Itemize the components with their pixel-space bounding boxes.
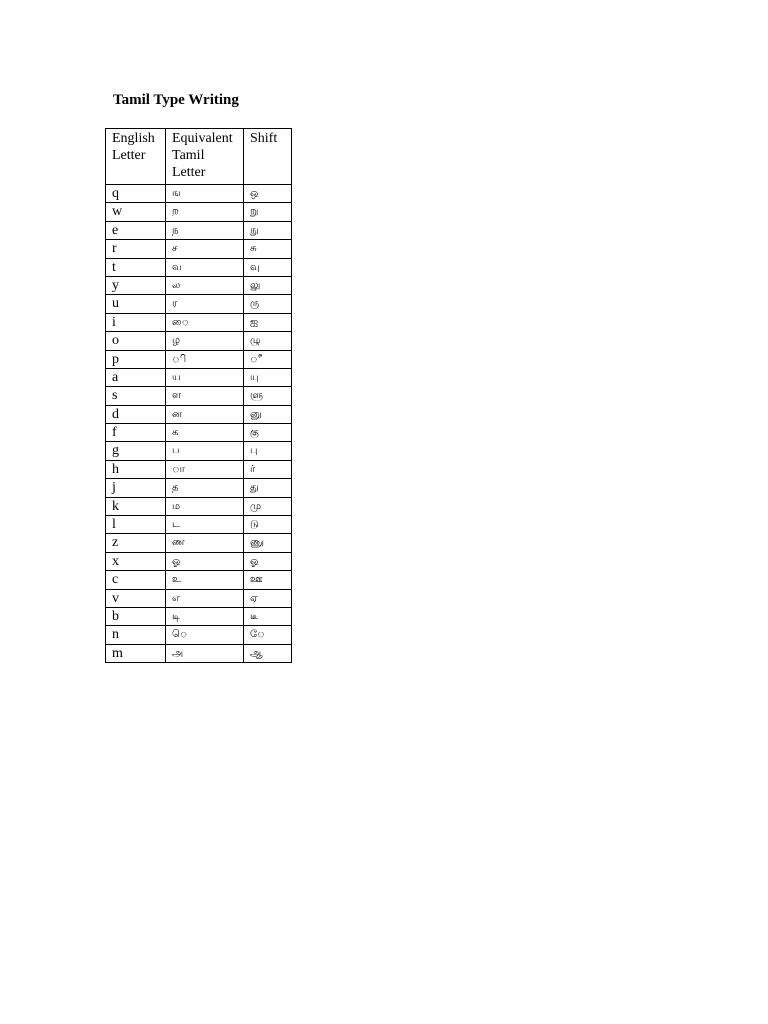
table-row bbox=[106, 442, 292, 460]
english-letter-cell: c bbox=[106, 571, 166, 589]
english-letter-cell: s bbox=[106, 387, 166, 405]
tamil-letter-cell: ழ bbox=[166, 332, 244, 350]
shift-letter-cell: டு bbox=[244, 516, 292, 534]
table-row bbox=[106, 405, 292, 423]
english-letter-cell: j bbox=[106, 479, 166, 497]
header-equivalent-tamil-letter: Equivalent Tamil Letter bbox=[166, 129, 244, 185]
english-letter-cell: p bbox=[106, 350, 166, 368]
english-letter-cell: y bbox=[106, 276, 166, 294]
tamil-letter-cell: ர bbox=[166, 295, 244, 313]
shift-letter-cell: யு bbox=[244, 368, 292, 386]
english-letter-cell: g bbox=[106, 442, 166, 460]
header-shift: Shift bbox=[244, 129, 292, 185]
table-row bbox=[106, 276, 292, 294]
tamil-letter-cell: ய bbox=[166, 368, 244, 386]
shift-letter-cell: பு bbox=[244, 442, 292, 460]
table-row bbox=[106, 387, 292, 405]
tamil-letter-cell: ச bbox=[166, 240, 244, 258]
english-letter-cell: t bbox=[106, 258, 166, 276]
tamil-letter-cell: த bbox=[166, 479, 244, 497]
english-letter-cell: l bbox=[106, 516, 166, 534]
tamil-letter-cell: ா bbox=[166, 460, 244, 478]
shift-letter-cell: வு bbox=[244, 258, 292, 276]
table-row bbox=[106, 571, 292, 589]
page-title: Tamil Type Writing bbox=[113, 92, 239, 108]
english-letter-cell: d bbox=[106, 405, 166, 423]
table-row bbox=[106, 258, 292, 276]
shift-letter-cell: ணு bbox=[244, 534, 292, 552]
tamil-letter-cell: க bbox=[166, 424, 244, 442]
tamil-letter-cell: டி bbox=[166, 607, 244, 625]
table-row bbox=[106, 185, 292, 203]
shift-letter-cell: து bbox=[244, 479, 292, 497]
tamil-letter-cell: ன bbox=[166, 405, 244, 423]
tamil-letter-cell: ஓ bbox=[166, 552, 244, 570]
table-row bbox=[106, 313, 292, 331]
english-letter-cell: m bbox=[106, 644, 166, 662]
shift-letter-cell: லு bbox=[244, 276, 292, 294]
tamil-letter-cell: ண bbox=[166, 534, 244, 552]
table-header-row bbox=[106, 129, 292, 185]
shift-letter-cell: ஊ bbox=[244, 571, 292, 589]
tamil-letter-cell: ப bbox=[166, 442, 244, 460]
tamil-letter-cell: ல bbox=[166, 276, 244, 294]
english-letter-cell: v bbox=[106, 589, 166, 607]
english-letter-cell: k bbox=[106, 497, 166, 515]
table-row bbox=[106, 460, 292, 478]
table-row bbox=[106, 221, 292, 239]
shift-letter-cell: ழு bbox=[244, 332, 292, 350]
header-english-letter: English Letter bbox=[106, 129, 166, 185]
table-row bbox=[106, 479, 292, 497]
shift-letter-cell: ே bbox=[244, 626, 292, 644]
tamil-letter-cell: ி bbox=[166, 350, 244, 368]
table-row bbox=[106, 203, 292, 221]
table-row bbox=[106, 295, 292, 313]
table-body bbox=[106, 185, 292, 663]
tamil-letter-cell: ந bbox=[166, 221, 244, 239]
tamil-letter-cell: ள bbox=[166, 387, 244, 405]
tamil-letter-cell: அ bbox=[166, 644, 244, 662]
shift-letter-cell: ரு bbox=[244, 295, 292, 313]
english-letter-cell: q bbox=[106, 185, 166, 203]
shift-letter-cell: ீ bbox=[244, 350, 292, 368]
shift-letter-cell: மு bbox=[244, 497, 292, 515]
english-letter-cell: x bbox=[106, 552, 166, 570]
table-row bbox=[106, 332, 292, 350]
shift-letter-cell: று bbox=[244, 203, 292, 221]
shift-letter-cell: டீ bbox=[244, 607, 292, 625]
table-row bbox=[106, 424, 292, 442]
shift-letter-cell: நு bbox=[244, 221, 292, 239]
tamil-letter-cell: வ bbox=[166, 258, 244, 276]
tamil-letter-cell: எ bbox=[166, 589, 244, 607]
table-row bbox=[106, 350, 292, 368]
shift-letter-cell: ஏ bbox=[244, 589, 292, 607]
tamil-letter-cell: ம bbox=[166, 497, 244, 515]
table-row bbox=[106, 607, 292, 625]
english-letter-cell: i bbox=[106, 313, 166, 331]
english-letter-cell: w bbox=[106, 203, 166, 221]
tamil-keymap-table bbox=[105, 128, 292, 663]
table-row bbox=[106, 552, 292, 570]
english-letter-cell: b bbox=[106, 607, 166, 625]
shift-letter-cell: னு bbox=[244, 405, 292, 423]
shift-letter-cell: ஐ bbox=[244, 313, 292, 331]
english-letter-cell: z bbox=[106, 534, 166, 552]
tamil-letter-cell: ை bbox=[166, 313, 244, 331]
shift-letter-cell: ஒ bbox=[244, 185, 292, 203]
table-row bbox=[106, 368, 292, 386]
tamil-letter-cell: உ bbox=[166, 571, 244, 589]
table-row bbox=[106, 589, 292, 607]
english-letter-cell: a bbox=[106, 368, 166, 386]
english-letter-cell: e bbox=[106, 221, 166, 239]
tamil-letter-cell: ற bbox=[166, 203, 244, 221]
tamil-letter-cell: ங bbox=[166, 185, 244, 203]
english-letter-cell: r bbox=[106, 240, 166, 258]
english-letter-cell: u bbox=[106, 295, 166, 313]
english-letter-cell: o bbox=[106, 332, 166, 350]
shift-letter-cell: ர் bbox=[244, 460, 292, 478]
shift-letter-cell: ஓ bbox=[244, 552, 292, 570]
table-row bbox=[106, 240, 292, 258]
shift-letter-cell: சு bbox=[244, 240, 292, 258]
shift-letter-cell: ளு bbox=[244, 387, 292, 405]
shift-letter-cell: கு bbox=[244, 424, 292, 442]
table-row bbox=[106, 644, 292, 662]
table-row bbox=[106, 534, 292, 552]
table-row bbox=[106, 626, 292, 644]
tamil-letter-cell: ட bbox=[166, 516, 244, 534]
english-letter-cell: h bbox=[106, 460, 166, 478]
english-letter-cell: n bbox=[106, 626, 166, 644]
table-row bbox=[106, 516, 292, 534]
tamil-letter-cell: ெ bbox=[166, 626, 244, 644]
shift-letter-cell: ஆ bbox=[244, 644, 292, 662]
table-row bbox=[106, 497, 292, 515]
english-letter-cell: f bbox=[106, 424, 166, 442]
